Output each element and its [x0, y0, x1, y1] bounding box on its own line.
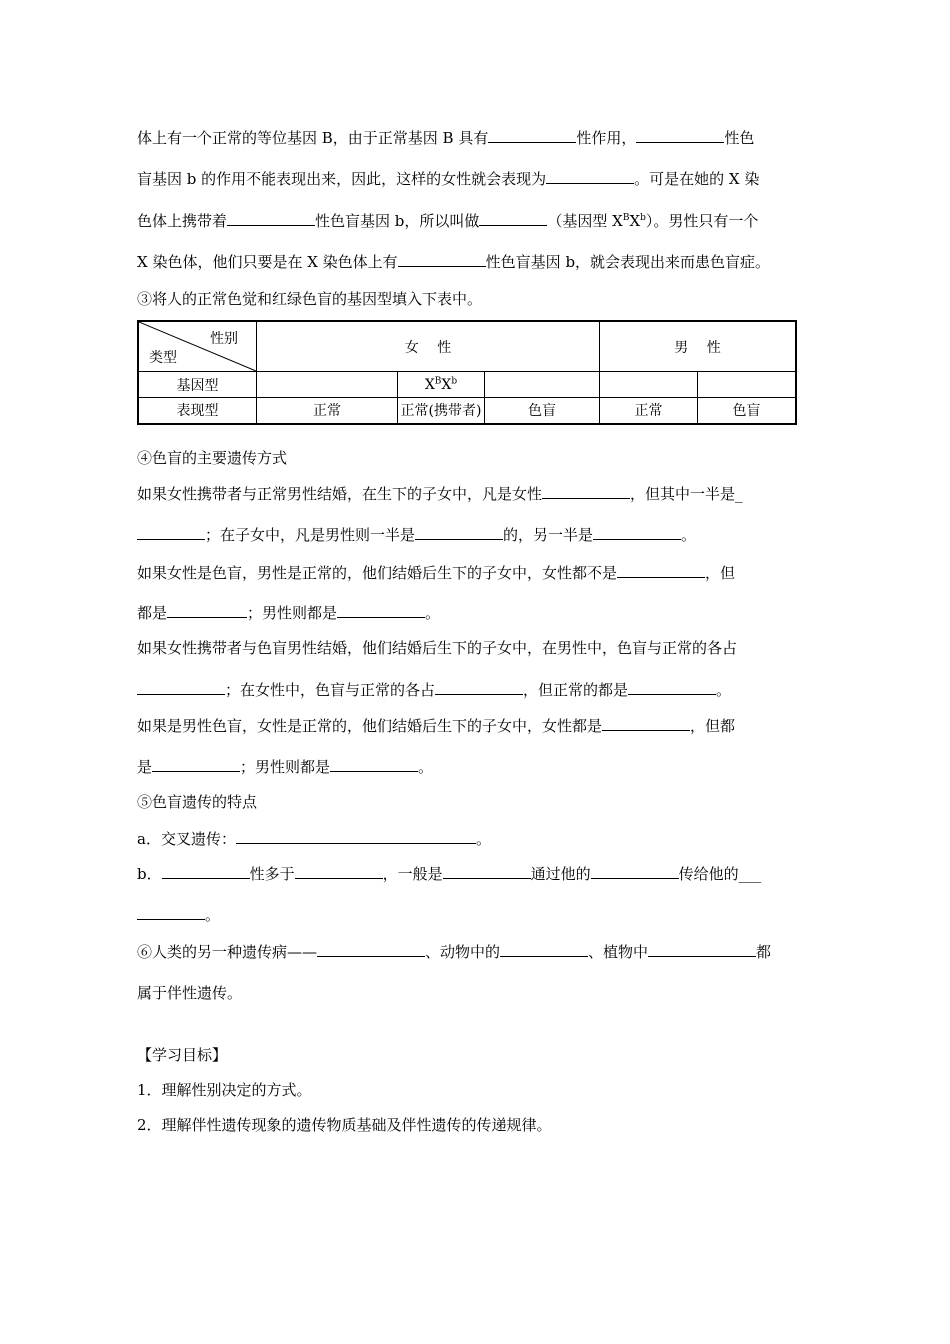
text: X 染色体，他们只要是在 X 染色体上有 — [137, 253, 398, 271]
q4-line-8: 是 ；男性则都是 。 — [137, 755, 817, 778]
genotype-cell[interactable] — [600, 372, 698, 398]
header-female: 女 性 — [257, 321, 600, 372]
blank — [167, 601, 247, 618]
text: （基因型 X — [547, 212, 623, 230]
paragraph-line-1 — [137, 126, 817, 149]
text: 。可是在她的 X 染 — [634, 170, 760, 188]
blank — [227, 209, 315, 226]
genotype-cell[interactable] — [485, 372, 600, 398]
text: X — [629, 212, 641, 230]
blank — [591, 862, 679, 879]
question-3-heading: ③将人的正常色觉和红绿色盲的基因型填入下表中。 — [137, 290, 483, 308]
text: 色体上携带着 — [137, 212, 228, 230]
q5-line-a: a．交叉遗传： 。 — [137, 827, 817, 850]
blank — [648, 940, 756, 957]
blank — [317, 940, 425, 957]
genotype-table — [137, 320, 797, 425]
blank — [628, 678, 716, 695]
header-gender: 性别 — [210, 331, 238, 347]
phenotype-cell: 正常 — [257, 398, 398, 424]
header-male: 男 性 — [600, 321, 797, 372]
row-phenotype-label: 表现型 — [138, 398, 257, 424]
text: 性色盲基因 b，就会表现出来而患色盲症。 — [485, 253, 771, 271]
genotype-cell: $X^BX^b$ — [398, 372, 485, 398]
paragraph-line-3 — [137, 209, 817, 232]
paragraph-line-4 — [137, 250, 817, 273]
table-corner-cell — [138, 321, 257, 372]
q4-line-2: ；在子女中，凡是男性则一半是 的，另一半是 。 — [137, 523, 817, 546]
blank — [542, 482, 630, 499]
blank — [137, 903, 205, 920]
blank — [546, 167, 634, 184]
superscript: B — [622, 213, 630, 223]
text: 性作用， — [576, 129, 637, 147]
genotype-cell[interactable] — [257, 372, 398, 398]
blank — [152, 755, 240, 772]
blank — [500, 940, 588, 957]
header-type: 类型 — [149, 350, 177, 366]
question-5-heading: ⑤色盲遗传的特点 — [137, 793, 258, 811]
q4-line-7: 如果是男性色盲，女性是正常的，他们结婚后生下的子女中，女性都是 ，但都 — [137, 714, 817, 737]
q5-line-b: b． 性多于 ，一般是 通过他的 传给他的___ — [137, 862, 817, 885]
text: 盲基因 b 的作用不能表现出来，因此，这样的女性就会表现为 — [137, 170, 547, 188]
blank — [479, 209, 547, 226]
blank — [295, 862, 383, 879]
blank — [137, 678, 225, 695]
blank — [398, 250, 486, 267]
blank — [337, 601, 425, 618]
blank — [435, 678, 523, 695]
q6-line-2: 属于伴性遗传。 — [137, 984, 243, 1002]
q4-line-1: 如果女性携带者与正常男性结婚，在生下的子女中，凡是女性 ，但其中一半是_ — [137, 482, 817, 505]
phenotype-cell: 色盲 — [698, 398, 797, 424]
text: 体上有一个正常的等位基因 B，由于正常基因 B 具有 — [137, 129, 489, 147]
blank — [602, 714, 690, 731]
phenotype-cell: 色盲 — [485, 398, 600, 424]
genotype-cell[interactable] — [698, 372, 797, 398]
q4-line-5: 如果女性携带者与色盲男性结婚，他们结婚后生下的子女中，在男性中，色盲与正常的各占 — [137, 639, 738, 657]
question-4-heading: ④色盲的主要遗传方式 — [137, 449, 288, 467]
paragraph-line-2 — [137, 167, 817, 190]
text: ）。男性只有一个 — [645, 212, 759, 230]
q5-line-b-cont: 。 — [137, 903, 817, 926]
blank — [636, 126, 724, 143]
blank — [137, 523, 205, 540]
q4-line-6: ；在女性中，色盲与正常的各占 ，但正常的都是 。 — [137, 678, 817, 701]
superscript: b — [640, 213, 646, 223]
learning-goal-1: 1．理解性别决定的方式。 — [137, 1081, 312, 1099]
learning-goal-2: 2．理解伴性遗传现象的遗传物质基础及伴性遗传的传递规律。 — [137, 1116, 552, 1134]
row-genotype-label: 基因型 — [138, 372, 257, 398]
text: 性色盲基因 b，所以叫做 — [315, 212, 480, 230]
q4-line-4: 都是 ；男性则都是 。 — [137, 601, 817, 624]
blank — [415, 523, 503, 540]
blank — [236, 827, 476, 844]
blank — [488, 126, 576, 143]
q4-line-3: 如果女性是色盲，男性是正常的，他们结婚后生下的子女中，女性都不是 ，但 — [137, 561, 817, 584]
blank — [617, 561, 705, 578]
blank — [162, 862, 250, 879]
phenotype-cell: 正常 — [600, 398, 698, 424]
q6-line-1: ⑥人类的另一种遗传病—— 、动物中的 、植物中 都 — [137, 940, 817, 963]
learning-goals-title: 【学习目标】 — [137, 1046, 228, 1064]
blank — [330, 755, 418, 772]
phenotype-cell: 正常(携带者) — [398, 398, 485, 424]
blank — [593, 523, 681, 540]
blank — [443, 862, 531, 879]
text: 性色 — [724, 129, 755, 147]
